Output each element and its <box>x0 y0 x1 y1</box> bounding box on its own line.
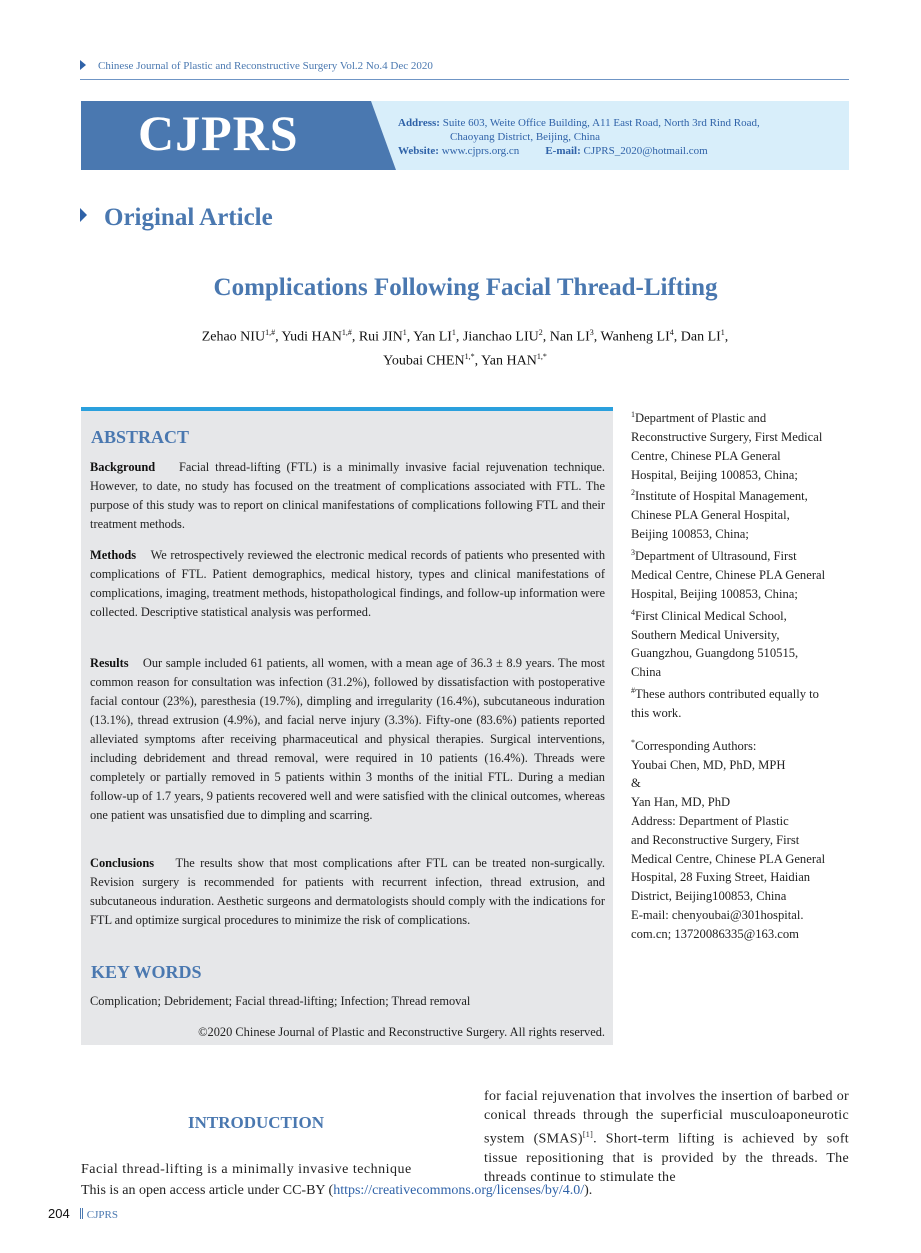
license-line <box>81 1183 592 1199</box>
corresponding-text: and Reconstructive Surgery, First <box>631 832 800 847</box>
author-name: Youbai CHEN <box>383 353 465 369</box>
corresponding-line <box>631 774 856 793</box>
corresponding-line <box>631 925 856 944</box>
abstract-methods <box>90 546 605 622</box>
affiliation-line <box>631 604 856 626</box>
author-affiliation-mark: 1,* <box>464 351 475 361</box>
affiliation-text: Southern Medical University, <box>631 627 780 642</box>
email-link[interactable]: CJPRS_2020@hotmail.com <box>580 145 708 157</box>
intro-right-part1: for facial rejuvenation that involves the insertion of barbed or conical threads through the superficial musculoaponeurotic system (SMAS) <box>484 1089 849 1147</box>
abstract-results <box>90 654 605 825</box>
affiliation-line <box>631 447 856 466</box>
abstract-background <box>90 458 605 534</box>
author-affiliation-mark: 4 <box>669 328 674 337</box>
affiliation-line <box>631 406 856 428</box>
affiliation-mark: 2 <box>631 488 635 498</box>
license-link[interactable]: https://creativecommons.org/licenses/by/4.0/ <box>333 1183 585 1198</box>
affiliation-line <box>631 525 856 544</box>
address-label: Address: <box>398 117 440 129</box>
author-name: Yan LI <box>413 329 452 345</box>
header-triangle-icon <box>80 60 86 70</box>
page-number: 204 <box>48 1206 70 1221</box>
affiliation-line <box>631 544 856 566</box>
corresponding-text: Yan Han, MD, PhD <box>631 795 731 810</box>
author-affiliation-mark: 1 <box>451 328 456 337</box>
affiliation-text: Department of Ultrasound, First <box>635 549 797 564</box>
affiliation-line <box>631 644 856 663</box>
corresponding-line <box>631 906 856 925</box>
methods-label: Methods <box>90 548 137 562</box>
intro-right-part2: . Short-term lifting is achieved by soft tissue repositioning that is provided by the threads. The threads continue to stimulate the <box>484 1131 849 1185</box>
keywords-heading: KEY WORDS <box>91 962 202 982</box>
affiliation-line <box>631 484 856 506</box>
author-name: Jianchao LIU <box>462 329 539 345</box>
journal-contact <box>398 116 828 158</box>
corresponding-text: Address: Department of Plastic <box>631 814 789 829</box>
author-name: Rui JIN <box>358 329 403 345</box>
methods-text: We retrospectively reviewed the electronic medical records of patients who presented with complications of FTL. Patient demographics, medical history, types and clinical manifestations of complications, imaging, treatment methods, histopathological findings, and follow-up information were collected. Descriptive statistical analysis was performed. <box>90 548 606 619</box>
affiliation-line <box>631 466 856 485</box>
article-title: Complications Following Facial Thread-Lifting <box>213 274 718 301</box>
author-name: Dan LI <box>680 329 721 345</box>
affiliation-text: Guangzhou, Guangdong 510515, <box>631 646 799 661</box>
affiliation-text: Medical Centre, Chinese PLA General <box>631 567 826 582</box>
abstract-heading: ABSTRACT <box>91 427 190 447</box>
citation-ref[interactable]: [1] <box>582 1130 594 1139</box>
corresponding-line <box>631 831 856 850</box>
affiliation-line <box>631 682 856 704</box>
affiliation-line <box>631 626 856 645</box>
footer-bar-icon <box>80 1208 81 1219</box>
affiliation-text: China <box>631 665 662 680</box>
section-tag-text: Original Article <box>104 204 273 231</box>
corresponding-line <box>631 793 856 812</box>
website-link[interactable]: www.cjprs.org.cn <box>438 145 520 157</box>
corresponding-text: Corresponding Authors: <box>635 738 757 753</box>
author-name: Yudi HAN <box>281 329 342 345</box>
website-label: Website: <box>398 145 439 157</box>
author-affiliation-mark: 1 <box>720 328 725 337</box>
footer-journal-text: CJPRS <box>86 1209 118 1221</box>
author-affiliation-mark: 1 <box>402 328 407 337</box>
affiliation-text: First Clinical Medical School, <box>635 608 787 623</box>
background-label: Background <box>90 460 156 474</box>
affiliation-text: Hospital, Beijing 100853, China; <box>631 467 798 482</box>
results-label: Results <box>90 656 129 670</box>
keywords: Complication; Debridement; Facial thread-lifting; Infection; Thread removal <box>90 994 471 1008</box>
affiliation-mark: 1 <box>631 410 635 419</box>
affiliation-text: Hospital, Beijing 100853, China; <box>631 586 798 601</box>
author-affiliation-mark: 2 <box>538 328 543 337</box>
copyright-notice: ©2020 Chinese Journal of Plastic and Reconstructive Surgery. All rights reserved. <box>198 1025 605 1039</box>
affiliation-text: Beijing 100853, China; <box>631 527 749 542</box>
author-affiliation-mark: 1,# <box>341 328 352 337</box>
affiliation-line <box>631 428 856 447</box>
author-name: Zehao NIU <box>201 329 266 345</box>
journal-logo: CJPRS <box>138 105 299 161</box>
conclusions-text: The results show that most complications after FTL can be treated non-surgically. Revision surgery is recommended for patients with recurrent infection, thread extrusion, and subcutaneous induration. Aesthetic surgeons and dermatologists should comply with the indications for FTL and optimize surgical procedures to minimize the risk of complications. <box>90 856 605 927</box>
affiliation-line <box>631 506 856 525</box>
email-label: E-mail: <box>545 145 581 157</box>
affiliation-text: Department of Plastic and <box>635 411 767 426</box>
corresponding-text: E-mail: chenyoubai@301hospital. <box>631 908 804 923</box>
affiliation-line <box>631 585 856 604</box>
address-line2: Chaoyang District, Beijing, China <box>450 131 601 143</box>
corresponding-mark: * <box>631 737 635 747</box>
license-suffix: ). <box>584 1183 593 1198</box>
results-text: Our sample included 61 patients, all women, with a mean age of 36.3 ± 8.9 years. The most common reason for consultation was infection (31.2%), followed by dissatisfaction with postoperative facial contour (23%), paresthesia (19.7%), dimpling and irregularity (16.4%), subcutaneous induration (13.1%), thread extrusion (4.9%), and facial nerve injury (3.3%). Fifty-one (83.6%) patients reported alleviated symptoms after receiving pharmaceutical and physical therapies. Surgical interventions, including debridement and thread removal, were required in 10 patients (16.4%). Threads were completely or partially removed in 5 patients within 3 months of the initial FTL. During a median follow-up of 1.7 years, 9 patients recovered well and were satisfied with the clinical outcomes, whereas one patient was unsatisfied due to dimpling and scarring. <box>90 656 606 822</box>
author-affiliation-mark: 3 <box>589 328 594 337</box>
corresponding-text: & <box>631 776 641 791</box>
affiliation-line <box>631 704 856 723</box>
corresponding-line <box>631 734 856 756</box>
author-affiliation-mark: 1,# <box>265 328 276 337</box>
running-header-text: Chinese Journal of Plastic and Reconstructive Surgery Vol.2 No.4 Dec 2020 <box>98 60 433 72</box>
abstract-conclusions <box>90 854 605 930</box>
section-triangle-icon <box>80 208 87 222</box>
footer-journal <box>80 1208 118 1221</box>
affiliation-text: Centre, Chinese PLA General <box>631 448 781 463</box>
corresponding-text: District, Beijing100853, China <box>631 889 787 904</box>
corresponding-text: com.cn; 13720086335@163.com <box>631 926 799 941</box>
corresponding-line <box>631 812 856 831</box>
background-text: Facial thread-lifting (FTL) is a minimally invasive facial rejuvenation technique. However, to date, no study has focused on the treatment of complications associated with FTL. The purpose of this study was to report on clinical manifestations of complications following FTL and their treatment methods. <box>90 460 606 531</box>
affiliation-mark: # <box>631 685 635 695</box>
affiliation-mark: 3 <box>631 547 635 557</box>
author-list: Zehao $NIU^{1,\#}$, Yudi $HAN^{1,\#}$, Rui JIN$^1$, Yan $LI^1$, Jianchao LIU$^2$, Nan $LI^3$, Wanheng $LI^4$, Dan $LI^1$, Youbai $CHEN^{1,*}$, Yan $HAN^{1,*}$ <box>201 328 729 369</box>
affiliation-text: Institute of Hospital Management, <box>635 489 808 504</box>
corresponding-text: Youbai Chen, MD, PhD, MPH <box>631 757 786 772</box>
corresponding-text: Medical Centre, Chinese PLA General <box>631 851 826 866</box>
affiliations-column <box>631 406 856 944</box>
spacer <box>631 723 856 734</box>
affiliation-text: Chinese PLA General Hospital, <box>631 508 790 523</box>
author-name: Nan LI <box>549 329 590 345</box>
affiliation-text: These authors contributed equally to <box>635 687 819 702</box>
corresponding-line <box>631 850 856 869</box>
affiliation-line <box>631 566 856 585</box>
address-line1: Suite 603, Weite Office Building, A11 East Road, North 3rd Rind Road, <box>439 117 760 129</box>
corresponding-line <box>631 868 856 887</box>
corresponding-line <box>631 756 856 775</box>
section-tag <box>80 204 273 232</box>
conclusions-label: Conclusions <box>90 856 155 870</box>
affiliation-line <box>631 663 856 682</box>
license-prefix: This is an open access article under CC-BY ( <box>81 1183 334 1198</box>
affiliation-text: this work. <box>631 705 682 720</box>
intro-left-text: Facial thread-lifting is a minimally invasive technique <box>81 1162 412 1177</box>
author-affiliation-mark: 1,* <box>536 351 547 361</box>
header-rule <box>80 79 849 80</box>
author-name: Yan HAN <box>481 353 537 369</box>
intro-right-text <box>484 1087 849 1187</box>
corresponding-line <box>631 887 856 906</box>
affiliation-text: Reconstructive Surgery, First Medical <box>631 429 823 444</box>
introduction-heading: INTRODUCTION <box>188 1113 325 1132</box>
footer-bar-icon <box>82 1208 83 1219</box>
corresponding-text: Hospital, 28 Fuxing Street, Haidian <box>631 870 811 885</box>
affiliation-mark: 4 <box>631 607 635 617</box>
running-header <box>80 60 433 72</box>
author-name: Wanheng LI <box>600 329 670 345</box>
